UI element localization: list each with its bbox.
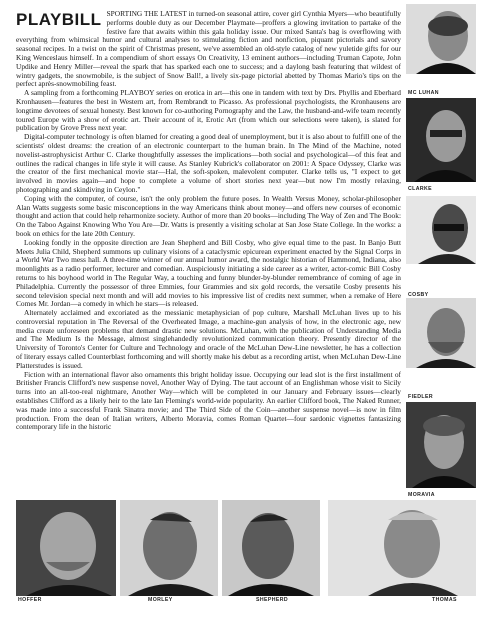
- article-paragraph: Digital-computer technology is often blamed for creating a good deal of unemployment, but it is also about to fulfill one of the scientists' oldest dreams: the creation of an electronic counterpart to the human brain. In The Mind of the Machine, noted novelist-astrophysicist Arthur C. Clarke thoughtfully assesses the implications—both social and psychological—of this feat and outlines the radical changes in life style it will cause. As Stanley Kubrick's collaborator on 2001: A Space Odyssey, Clarke was the creator of the first mechanical movie star—Hal, the soft-spoken, malevolent computer. Clarke tells us, "I expect to get involved in movies again—and hope to complete a volume of short stories next year—but now I'm mostly relaxing, photographing and skindiving in Ceylon.": [16, 132, 401, 194]
- caption-mcluhan: MC LUHAN: [408, 90, 439, 96]
- article-paragraph: Fiction with an international flavor also ornaments this bright holiday issue. Occupying our lead slot is the first installment of Britisher Francis Clifford's new suspense novel, Another Way of Dying. The taut account of an Englishman whose visit to Sicily turns into an all-too-real nightmare, Another Way—which will be completed in our January and February issues—clearly establishes Clifford as a likely heir to the late Ian Fleming's world-wide popularity. An earlier Clifford book, The Naked Runner, was made into a successful Frank Sinatra movie; and The Third Side of the Coin—another suspense novel—is now in film production. From the dean of Italian writers, Alberto Moravia, comes Roman Quartet—four sardonic vignettes fantasizing contemporary life in the historic: [16, 369, 401, 432]
- portrait-photo-shepherd: [222, 500, 320, 596]
- article-column: [16, 10, 401, 568]
- article-paragraph: Looking fondly in the opposite direction are Jean Shepherd and Bill Cosby, who give equal time to the past. In Banjo Butt Meets Julia Child, Shepherd summons up culinary visions of a cataclysmic epicurean experiment enacted by the Signal Corps in a World War Two mess hall. A three-time winner of our annual humor award, the nostalgic historian of Hammond, Indiana, also moonlights as a radio performer, lecturer and comedian. Auspiciously initiating a side career as a writer, actor-comic Bill Cosby returns to his boyhood world in The Regular Way, a touching and funny blunder-by-blunder remembrance of coming of age in Philadelphia. Currently the possessor of three Emmies, four Grammies and six gold records, the versatile Cosby presents his second television special next month and will add movies to his impressive list of credits next summer, when a remake of Here Comes Mr. Jordan—a comedy in which he stars—is released.: [16, 237, 401, 309]
- portrait-photo-icon: [406, 298, 476, 368]
- portrait-photo-icon: [406, 196, 476, 264]
- caption-cosby: COSBY: [408, 292, 429, 298]
- portrait-photo-clarke: [406, 98, 476, 182]
- caption-thomas: THOMAS: [432, 597, 457, 603]
- article-paragraph: Alternately acclaimed and excoriated as the messianic metaphysician of pop culture, Marshall McLuhan lives up to his controversial reputation in The Reversal of the Overheated Image, a machine-gun analysis of how, in the electronic age, new media create unforeseen problems that demand drastic new solutions. McLuhan, with the publication of Understanding Media and The Medium Is the Message, almost singlehandedly revolutionized communication theory. Presently director of the University of Toronto's Center for Culture and Technology and oracle of the McLuhan Dew-Line newsletter, he has a collection of literary essays called Counterblast forthcoming and will shortly make his debut as a recording artist, when McLuhan Dew-Line Platterstudes is issued.: [16, 308, 401, 370]
- caption-moravia: MORAVIA: [408, 492, 435, 498]
- section-title: PLAYBILL: [16, 10, 102, 29]
- lead-text: SPORTING THE LATEST in turned-on seasonal attire, cover girl Cynthia Myers—who beautifully performs double duty as our December Playmate—proffers a glowing invitation to partake of the festive fare that awaits within this gala holiday issue. Our mixed Santa's bag is overflowing with everything from whimsical humor and cultural analyses to stimulating fiction and nonfiction, piquant pictorials and savory seasonal recipes. In a twist on the spirit of Christmas present, we've assembled an old-style catalog of new yuletide gifts for our King Wenceslaus himself. In a compendium of short essays On Creativity, 13 eminent authors—including Truman Capote, John Updike and Henry Miller—reveal the spark that has sparked each one to success; and a daylong bash featuring that wildest of wintry gadgets, the snowmobile, is the subject of Snow Ball!, a lively six-page pictorial abetted by Thomas Mario's tips on the perfect après-snowmobiling feast.: [16, 10, 401, 89]
- caption-hoffer: HOFFER: [18, 597, 42, 603]
- lead-paragraph: [16, 10, 401, 89]
- caption-morley: MORLEY: [148, 597, 173, 603]
- portrait-photo-icon: [406, 402, 476, 488]
- portrait-photo-icon: [16, 500, 116, 596]
- portrait-photo-icon: [120, 500, 218, 596]
- caption-shepherd: SHEPHERD: [256, 597, 289, 603]
- article-paragraph: Coping with the computer, of course, isn't the only problem the future poses. In Wealth Versus Money, scholar-philosopher Alan Watts suggests some basic misconceptions in the way Americans think about money—and offers new courses of economic thought and action that could help reharmonize society. Author of more than 20 books—including The Way of Zen and The Book: On the Taboo Against Knowing Who You Are—Dr. Watts is presently a visiting scholar at San Jose State College. In the works: a book on ethics for the late 20th Century.: [16, 193, 401, 238]
- page-footer-margin: [0, 628, 477, 640]
- article-body: [16, 10, 401, 432]
- portrait-photo-hoffer: [16, 500, 116, 596]
- portrait-photo-morley: [120, 500, 218, 596]
- portrait-photo-moravia: [406, 402, 476, 488]
- portrait-photo-thomas: [328, 500, 476, 596]
- caption-clarke: CLARKE: [408, 186, 433, 192]
- portrait-photo-icon: [406, 4, 476, 74]
- portrait-photo-cosby: [406, 196, 476, 264]
- portrait-photo-icon: [328, 500, 476, 596]
- article-paragraph: A sampling from a forthcoming PLAYBOY series on erotica in art—this one in tandem with text by Drs. Phyllis and Eberhard Kronhausen—features the best in Western art, from Rembrandt to Picasso. As professional psychologists, the Kronhausens are longtime devotees of sexual honesty. Best known for co-authoring Pornography and the Law, the husband-and-wife team recently toured Europe with a show of erotic art. Their account of it, Erotic Art (from which our selections were taken), is slated for publication by Grove Press next year.: [16, 88, 401, 133]
- portrait-photo-icon: [406, 98, 476, 182]
- caption-fiedler: FIEDLER: [408, 394, 433, 400]
- portrait-photo-icon: [222, 500, 320, 596]
- portrait-photo-mcluhan: [406, 4, 476, 74]
- portrait-photo-fiedler: [406, 298, 476, 368]
